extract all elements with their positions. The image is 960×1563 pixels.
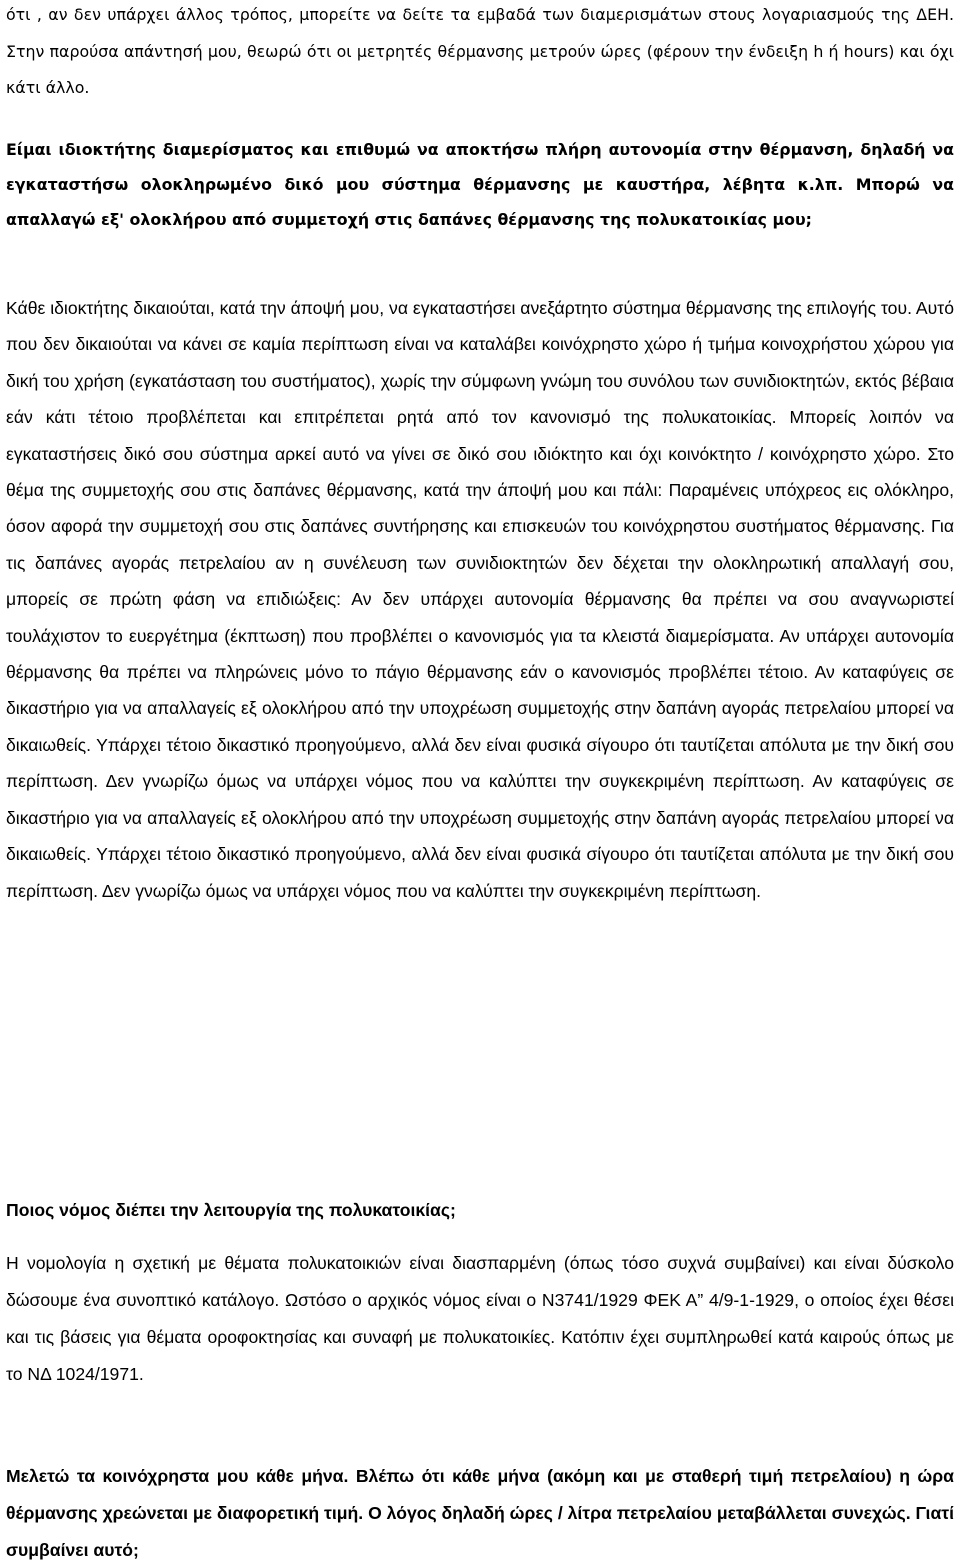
section-heading: Ποιος νόμος διέπει την λειτουργία της πολυκατοικίας; (6, 1200, 456, 1220)
answer-paragraph: Κάθε ιδιοκτήτης δικαιούται, κατά την άποψή μου, να εγκαταστήσει ανεξάρτητο σύστημα θέρμανσης της επιλογής του. Αυτό που δεν δικαιούται να κάνει σε καμία περίπτωση είναι να καταλάβει κοινόχρηστο χώρο ή τμήμα κοινοχρήστου χώρου για δική του χρήση (εγκατάσταση του συστήματος), χωρίς την σύμφωνη γνώμη του συνόλου των συνιδιοκτητών, εκτός βέβαια εάν κάτι τέτοιο προβλέπεται και επιτρέπεται ρητά από τον κανονισμό της πολυκατοικίας. Μπορείς λοιπόν να εγκαταστήσεις δικό σου σύστημα αρκεί αυτό να γίνει σε δικό σου ιδιόκτητο και όχι κοινόκτητο / κοινόχρηστο χώρο. Στο θέμα της συμμετοχής σου στις δαπάνες θέρμανσης, κατά την άποψή μου και πάλι: Παραμένεις υπόχρεος εις ολόκληρο, όσον αφορά την συμμετοχή σου στις δαπάνες συντήρησης και επισκευών του κοινόχρηστου συστήματος θέρμανσης. Για τις δαπάνες αγοράς πετρελαίου αν η συνέλευση των συνιδιοκτητών δεν δέχεται την ολοκληρωτική απαλλαγή σου, μπορείς σε πρώτη φάση να επιδιώξεις: Αν δεν υπάρχει αυτονομία θέρμανσης θα πρέπει να σου αναγνωριστεί τουλάχιστον το ευεργέτημα (έκπτωση) που προβλέπει ο κανονισμός για τα κλειστά διαμερίσματα. Αν υπάρχει αυτονομία θέρμανσης θα πρέπει να πληρώνεις μόνο το πάγιο θέρμανσης εάν ο κανονισμός προβλέπει τέτοιο. Αν καταφύγεις σε δικαστήριο για να απαλλαγείς εξ ολοκλήρου από την υποχρέωση συμμετοχής στην δαπάνη αγοράς πετρελαίου μπορεί να δικαιωθείς. Υπάρχει τέτοιο δικαστικό προηγούμενο, αλλά δεν είναι φυσικά σίγουρο ότι ταυτίζεται απόλυτα με την δική σου περίπτωση. Δεν γνωρίζω όμως να υπάρχει νόμος που να καλύπτει την συγκεκριμένη περίπτωση. Αν καταφύγεις σε δικαστήριο για να απαλλαγείς εξ ολοκλήρου από την υποχρέωση συμμετοχής στην δαπάνη αγοράς πετρελαίου μπορεί να δικαιωθείς. Υπάρχει τέτοιο δικαστικό προηγούμενο, αλλά δεν είναι φυσικά σίγουρο ότι ταυτίζεται απόλυτα με την δική σου περίπτωση. Δεν γνωρίζω όμως να υπάρχει νόμος που να καλύπτει την συγκεκριμένη περίπτωση. (6, 298, 954, 901)
document-page (6, 0, 954, 1563)
question-heading-heating-cost: Μελετώ τα κοινόχρηστα μου κάθε μήνα. Βλέπω ότι κάθε μήνα (ακόμη και με σταθερή τιμή πετρελαίου) η ώρα θέρμανσης χρεώνεται με διαφορετική τιμή. Ο λόγος δηλαδή ώρες / λίτρα πετρελαίου μεταβάλλεται συνεχώς. Γιατί συμβαίνει αυτό; (6, 1466, 954, 1560)
answer-paragraph-law: Η νομολογία η σχετική με θέματα πολυκατοικιών είναι διασπαρμένη (όπως τόσο συχνά συμβαίνει) και είναι δύσκολο δώσουμε ένα συνοπτικό κατάλογο. Ωστόσο ο αρχικός νόμος είναι ο Ν3741/1929 ΦΕΚ Α” 4/9-1-1929, ο οποίος έχει θέσει και τις βάσεις για θέματα οροφοκτησίας και συναφή με πολυκατοικίες. Κατόπιν έχει συμπληρωθεί κατά καιρούς όπως με το ΝΔ 1024/1971. (6, 1253, 954, 1384)
intro-paragraph: ότι , αν δεν υπάρχει άλλος τρόπος, μπορείτε να δείτε τα εμβαδά των διαμερισμάτων στους λογαριασμούς της ΔΕΗ. Στην παρούσα απάντησή μου, θεωρώ ότι οι μετρητές θέρμανσης μετρούν ώρες (φέρουν την ένδειξη h ή hours) και όχι κάτι άλλο. (6, 5, 954, 97)
question-heading: Είμαι ιδιοκτήτης διαμερίσματος και επιθυμώ να αποκτήσω πλήρη αυτονομία στην θέρμανση, δηλαδή να εγκαταστήσω ολοκληρωμένο δικό μου σύστημα θέρμανσης με καυστήρα, λέβητα κ.λπ. Μπορώ να απαλλαγώ εξ' ολοκλήρου από συμμετοχή στις δαπάνες θέρμανσης της πολυκατοικίας μου; (6, 140, 954, 229)
